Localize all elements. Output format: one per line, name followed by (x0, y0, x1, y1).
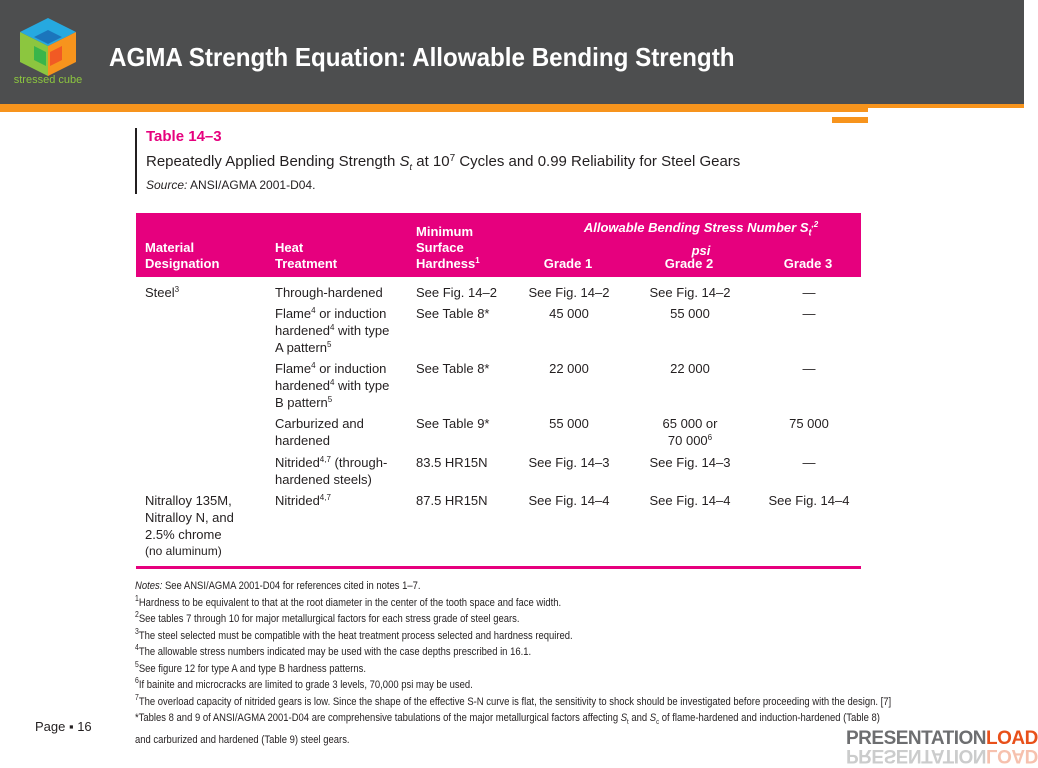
cell-hardness: See Table 8* (416, 306, 490, 321)
table-label: Table 14–3 (146, 128, 222, 145)
cell-material: Steel$^3$ (145, 285, 180, 300)
table-notes (135, 578, 892, 748)
cell-grade-1: See Fig. 14–3 (528, 455, 610, 470)
cell-hardness: 87.5 HR15N (416, 493, 488, 508)
note-star-cont: and carburized and hardened (Table 9) steel gears. (135, 733, 350, 746)
header-heat-treatment: Heat Treatment (275, 240, 338, 271)
page-number: Page ▪ 16 (35, 719, 92, 734)
table-header (136, 213, 861, 277)
note-2: $^2$See tables 7 through 10 for major metallurgical factors for each stress grade of steel gears. (135, 610, 520, 625)
cell-hardness: See Fig. 14–2 (416, 285, 497, 300)
cell-grade-2: 22 000 (670, 361, 710, 376)
table-bottom-rule (136, 566, 861, 569)
slide-title: AGMA Strength Equation: Allowable Bending Strength (109, 42, 735, 72)
note-6: $^6$If bainite and microcracks are limited to grade 3 levels, 70,000 psi may be used. (135, 676, 473, 691)
cell-grade-3: — (802, 285, 816, 300)
cell-grade-2: 55 000 (670, 306, 710, 321)
orange-accent (832, 117, 868, 123)
note-5: $^5$See figure 12 for type A and type B hardness patterns. (135, 659, 367, 675)
cell-grade-1: 22 000 (549, 361, 589, 376)
orange-divider-right (868, 104, 1024, 108)
header-allowable-stress: Allowable Bending Stress Number $S_t^{,2}$ psi (583, 220, 819, 258)
cell-heat: Through-hardened (275, 285, 383, 300)
table-caption (135, 128, 740, 194)
presentationload-logo-reflection: PRESENTATIONLOAD (846, 745, 1038, 766)
header-grade-3: Grade 3 (783, 256, 833, 271)
cell-grade-2: See Fig. 14–2 (649, 285, 731, 300)
cell-grade-2: See Fig. 14–3 (649, 455, 731, 470)
cell-grade-3: See Fig. 14–4 (768, 493, 850, 508)
presentationload-logo: PRESENTATIONLOAD (846, 728, 1038, 749)
cell-grade-3: — (802, 306, 816, 321)
header-material: Material Designation (145, 240, 220, 271)
note-7: $^7$The overload capacity of nitrided gears is low. Since the shape of the effective S-N curve is flat, the sensitivity to shock should be investigated before proceeding with the design. [7] (135, 692, 892, 708)
header-grade-2: Grade 2 (664, 256, 714, 271)
cell-grade-1: See Fig. 14–2 (528, 285, 610, 300)
logo-text: stressed cube (13, 74, 83, 86)
cell-grade-1: See Fig. 14–4 (528, 493, 610, 508)
cell-grade-3: — (802, 361, 816, 376)
table-source: Source: ANSI/AGMA 2001-D04. (146, 178, 316, 192)
cell-grade-2: See Fig. 14–4 (649, 493, 731, 508)
header-grade-1: Grade 1 (543, 256, 593, 271)
note-3: $^3$The steel selected must be compatible with the heat treatment process selected and hardness required. (135, 626, 573, 642)
table-title: Repeatedly Applied Bending Strength $S_t$ at $10^7$ Cycles and 0.99 Reliability for Steel Gears (146, 153, 741, 172)
cell-grade-1: 55 000 (549, 416, 589, 431)
cell-heat: Flame$^4$ or induction hardened$^4$ with type A pattern$^5$ (275, 306, 390, 355)
cell-heat: Carburized and hardened (275, 416, 364, 448)
cell-hardness: See Table 8* (416, 361, 490, 376)
note-intro: Notes: See ANSI/AGMA 2001-D04 for references cited in notes 1–7. (135, 580, 421, 592)
cell-hardness: 83.5 HR15N (416, 455, 488, 470)
cell-grade-1: 45 000 (549, 306, 589, 321)
cell-heat: Nitrided$^{4,7}$ (275, 493, 331, 508)
cell-heat: Nitrided$^{4,7}$ (through- hardened steels) (275, 455, 388, 487)
note-4: $^4$The allowable stress numbers indicated may be used with the case depths prescribed in 16.1. (135, 643, 532, 658)
cell-grade-3: 75 000 (789, 416, 829, 431)
note-star: *Tables 8 and 9 of ANSI/AGMA 2001-D04 are comprehensive tabulations of the major metallurgical factors affecting $S_t$ and $S_c$ of flame-hardened and induction-hardened (Table 8) (135, 712, 880, 727)
cell-material: Nitralloy 135M, Nitralloy N, and 2.5% chrome (no aluminum) (145, 493, 234, 558)
orange-divider (0, 104, 868, 112)
header-hardness: Minimum Surface Hardness$^1$ (416, 224, 480, 271)
note-1: $^1$Hardness to be equivalent to that at the root diameter in the center of the tooth space and face width. (135, 593, 562, 609)
cell-grade-2: 65 000 or 70 $000^6$ (662, 416, 718, 448)
cell-heat: Flame$^4$ or induction hardened$^4$ with type B pattern$^5$ (275, 361, 390, 410)
cell-hardness: See Table 9* (416, 416, 490, 431)
cell-grade-3: — (802, 455, 816, 470)
